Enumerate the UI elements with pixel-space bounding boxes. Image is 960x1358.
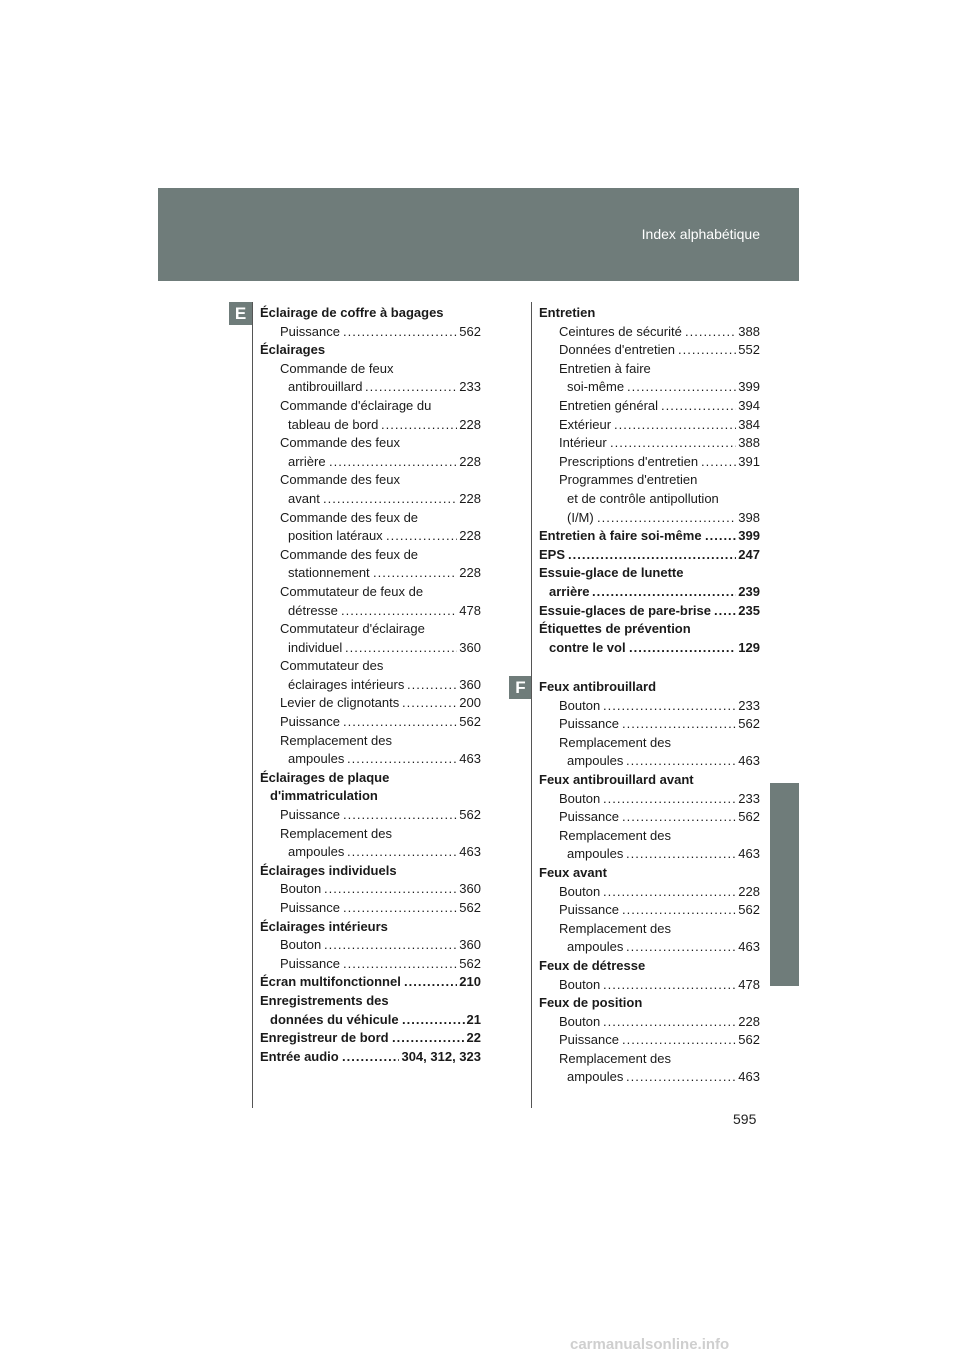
index-entry-page: 233 [736,697,760,716]
index-entry-label: Ceintures de sécurité [559,323,682,339]
index-entry [539,994,760,1013]
index-entry-label: Commande des feux de [280,509,419,525]
index-entry [260,453,481,472]
index-entry [539,938,760,957]
index-entry-page: 247 [736,546,760,565]
index-entry-label: Éclairage de coffre à bagages [260,305,444,320]
index-entry-label: Commande des feux [280,435,400,451]
index-entry [539,957,760,976]
index-entry-page: 562 [457,806,481,825]
index-entry [539,715,760,734]
index-entry [260,769,481,788]
index-entry-label: Entretien général [559,397,659,413]
index-entry-page: 228 [736,1013,760,1032]
index-entry [260,750,481,769]
index-entry [539,397,760,416]
index-entry-label: Puissance [559,809,619,825]
index-entry-label: ampoules [288,751,345,767]
index-entry-page: 562 [457,955,481,974]
index-entry-page: 562 [736,715,760,734]
index-entry-label: arrière [549,583,590,599]
index-entry [260,713,481,732]
index-entry-label: Bouton [559,1013,601,1029]
index-entry-label: Puissance [280,323,340,339]
index-entry-label: Bouton [280,881,322,897]
index-entry-page: 388 [736,323,760,342]
index-entry [539,790,760,809]
index-entry-page: 394 [736,397,760,416]
index-entry [260,323,481,342]
index-entry-label: Remplacement des [559,734,671,750]
index-entry [260,1011,481,1030]
index-entry-page: 304, 312, 323 [399,1048,481,1067]
index-entry-page: 562 [457,899,481,918]
index-entry-label: Prescriptions d'entretien [559,453,699,469]
index-entry [539,1050,760,1069]
index-entry-label: Puissance [559,1032,619,1048]
index-entry-page: 399 [736,378,760,397]
index-entry [539,678,760,697]
index-entry [260,378,481,397]
index-entry-page: 463 [457,750,481,769]
index-entry-label: Bouton [559,790,601,806]
index-entry-leader [592,583,760,602]
index-entry-page: 463 [736,752,760,771]
index-entry-label: Feux avant [539,864,607,880]
index-entry-label: Intérieur [559,435,607,451]
index-entry-page: 398 [736,509,760,528]
index-entry [260,806,481,825]
index-entry-page: 228 [457,490,481,509]
index-entry-page: 360 [457,639,481,658]
index-entry [260,732,481,751]
index-entry-label: Entretien à faire soi-même [539,528,702,544]
column-divider-right [531,302,532,1108]
index-entry-page: 228 [736,883,760,902]
index-entry [260,1029,481,1048]
index-entry [260,509,481,528]
index-entry-label: ampoules [567,939,624,955]
index-entry-page: 478 [457,602,481,621]
index-entry [539,620,760,639]
index-entry-page: 129 [736,639,760,658]
index-entry [539,527,760,546]
index-entry-label: antibrouillard [288,379,363,395]
section-side-tab [770,783,799,986]
index-entry-page: 200 [457,694,481,713]
index-entry-page: 360 [457,936,481,955]
index-entry [260,341,481,360]
index-entry [539,304,760,323]
index-entry [260,639,481,658]
index-entry-label: Programmes d'entretien [559,472,698,488]
index-entry-label: Entretien [539,305,596,320]
index-entry [539,864,760,883]
index-entry-label: position latéraux [288,528,383,544]
index-entry [260,397,481,416]
index-entry-label: Remplacement des [280,825,392,841]
index-entry-label: Étiquettes de prévention [539,621,691,637]
index-entry-page: 228 [457,453,481,472]
index-entry [260,955,481,974]
index-entry-page: 235 [736,602,760,621]
index-entry-page: 384 [736,416,760,435]
index-entry-label: soi-même [567,379,625,395]
index-entry-label: EPS [539,546,566,562]
index-entry [539,845,760,864]
index-entry-label: Remplacement des [559,920,671,936]
index-entry [539,1068,760,1087]
index-entry [260,880,481,899]
index-entry [539,583,760,602]
index-entry-label: d'immatriculation [270,788,378,804]
index-entry [260,918,481,937]
index-entry-label: avant [288,490,320,506]
section-letter-e: E [229,302,252,325]
index-entry-page: 228 [457,564,481,583]
index-entry-label: Levier de clignotants [280,695,400,711]
index-entry-label: Écran multifonctionnel [260,974,401,990]
index-entry-label: Enregistreur de bord [260,1030,389,1046]
index-entry-page: 228 [457,416,481,435]
index-entry-page: 360 [457,676,481,695]
index-entry [539,602,760,621]
index-entry [260,992,481,1011]
index-entry-label: Puissance [280,714,340,730]
index-entry-page: 360 [457,880,481,899]
index-entry-page: 562 [736,808,760,827]
index-column-right-f [539,678,760,1087]
index-entry-label: Feux de détresse [539,957,646,973]
index-entry [260,304,481,323]
index-entry-label: (I/M) [567,509,594,525]
index-entry-page: 233 [736,790,760,809]
index-entry-label: et de contrôle antipollution [567,490,719,506]
index-entry-page: 391 [736,453,760,472]
index-entry-page: 388 [736,434,760,453]
index-entry-label: Commutateur de feux de [280,583,424,599]
index-entry [539,471,760,490]
index-entry [260,676,481,695]
index-entry-label: Puissance [559,716,619,732]
index-entry-page: 562 [457,323,481,342]
index-entry [539,639,760,658]
index-entry [260,843,481,862]
index-entry [260,694,481,713]
index-entry [539,546,760,565]
index-entry-label: Feux antibrouillard [539,679,657,694]
index-entry-label: Enregistrements des [260,992,389,1008]
index-entry-label: Données d'entretien [559,342,675,358]
index-entry [260,360,481,379]
index-entry-label: détresse [288,602,338,618]
index-entry-page: 22 [465,1029,481,1048]
index-entry-label: Feux de position [539,995,643,1011]
index-entry [260,862,481,881]
index-entry [260,564,481,583]
column-divider-left [252,302,253,1108]
index-entry-label: Feux antibrouillard avant [539,771,694,787]
index-entry [260,620,481,639]
index-entry-label: Puissance [280,955,340,971]
index-entry [260,1048,481,1067]
index-entry-page: 562 [736,1031,760,1050]
index-entry [539,564,760,583]
index-entry-label: Éclairages individuels [260,862,397,878]
index-entry-label: Commande de feux [280,360,394,376]
index-column-left [260,304,481,1066]
index-entry [539,901,760,920]
index-entry [260,471,481,490]
index-entry [539,697,760,716]
index-entry-label: Puissance [280,807,340,823]
index-entry-page: 463 [736,845,760,864]
index-entry-label: Commutateur d'éclairage [280,621,425,637]
index-column-right-e [539,304,760,657]
index-entry [539,509,760,528]
index-entry-page: 210 [457,973,481,992]
index-entry-label: arrière [288,453,326,469]
index-entry-label: Commande des feux de [280,546,419,562]
index-entry-page: 463 [736,938,760,957]
index-entry-label: Commande des feux [280,472,400,488]
index-entry-label: individuel [288,639,343,655]
index-entry [260,434,481,453]
index-entry [260,527,481,546]
index-entry-page: 552 [736,341,760,360]
index-entry-page: 463 [457,843,481,862]
index-entry-page: 239 [736,583,760,602]
index-entry [539,434,760,453]
index-entry [260,416,481,435]
index-entry-page: 21 [465,1011,481,1030]
section-letter-f: F [509,676,532,699]
index-entry-label: Bouton [280,937,322,953]
index-entry-label: tableau de bord [288,416,379,432]
index-entry [539,1013,760,1032]
index-entry-label: Éclairages intérieurs [260,918,388,934]
index-entry [260,546,481,565]
index-entry-label: Extérieur [559,416,612,432]
index-entry-label: Essuie-glaces de pare-brise [539,602,711,618]
header-title: Index alphabétique [641,226,760,242]
index-entry-label: Commutateur des [280,658,384,674]
watermark: carmanualsonline.info [570,1336,730,1353]
index-entry-label: Bouton [559,697,601,713]
index-entry [260,899,481,918]
index-entry-page: 562 [457,713,481,732]
index-entry [539,976,760,995]
index-entry [539,734,760,753]
index-entry-page: 228 [457,527,481,546]
index-entry [260,825,481,844]
index-entry-label: stationnement [288,565,370,581]
index-entry-label: Remplacement des [559,827,671,843]
index-entry [539,920,760,939]
index-entry-label: ampoules [567,846,624,862]
index-entry [539,1031,760,1050]
index-entry [539,752,760,771]
index-entry-label: Puissance [559,902,619,918]
index-entry-label: Éclairages [260,342,326,358]
index-entry [260,583,481,602]
index-entry-label: Éclairages de plaque [260,769,390,785]
index-entry [260,973,481,992]
index-entry [539,323,760,342]
index-entry [260,490,481,509]
index-entry-label: ampoules [567,1069,624,1085]
index-entry [260,936,481,955]
index-entry [539,416,760,435]
index-entry-page: 233 [457,378,481,397]
index-entry-page: 478 [736,976,760,995]
index-entry-label: Puissance [280,900,340,915]
index-entry [539,490,760,509]
index-entry-page: 562 [736,901,760,920]
index-entry [539,771,760,790]
index-entry-label: données du véhicule [270,1011,399,1027]
index-entry-label: Bouton [559,976,601,992]
index-entry-label: Remplacement des [559,1050,671,1066]
index-entry-label: Commande d'éclairage du [280,397,432,413]
index-entry-label: ampoules [567,753,624,769]
index-entry-label: Entretien à faire [559,360,651,376]
index-entry-label: Entrée audio [260,1048,339,1064]
index-entry-page: 399 [736,527,760,546]
index-entry-label: ampoules [288,844,345,860]
index-entry-page: 463 [736,1068,760,1087]
index-entry [539,453,760,472]
page-number: 595 [733,1111,757,1127]
index-entry-leader [568,546,760,565]
index-entry-label: Remplacement des [280,732,392,748]
header-bar [158,188,799,281]
index-entry [260,602,481,621]
index-entry-label: contre le vol [549,639,626,655]
index-entry [539,808,760,827]
index-entry-label: Essuie-glace de lunette [539,565,684,581]
index-entry [260,787,481,806]
index-entry [539,827,760,846]
index-entry [539,360,760,379]
index-entry [260,657,481,676]
index-entry-label: éclairages intérieurs [288,676,405,692]
index-entry-label: Bouton [559,883,601,899]
index-entry [539,341,760,360]
index-entry [539,883,760,902]
index-entry [539,378,760,397]
